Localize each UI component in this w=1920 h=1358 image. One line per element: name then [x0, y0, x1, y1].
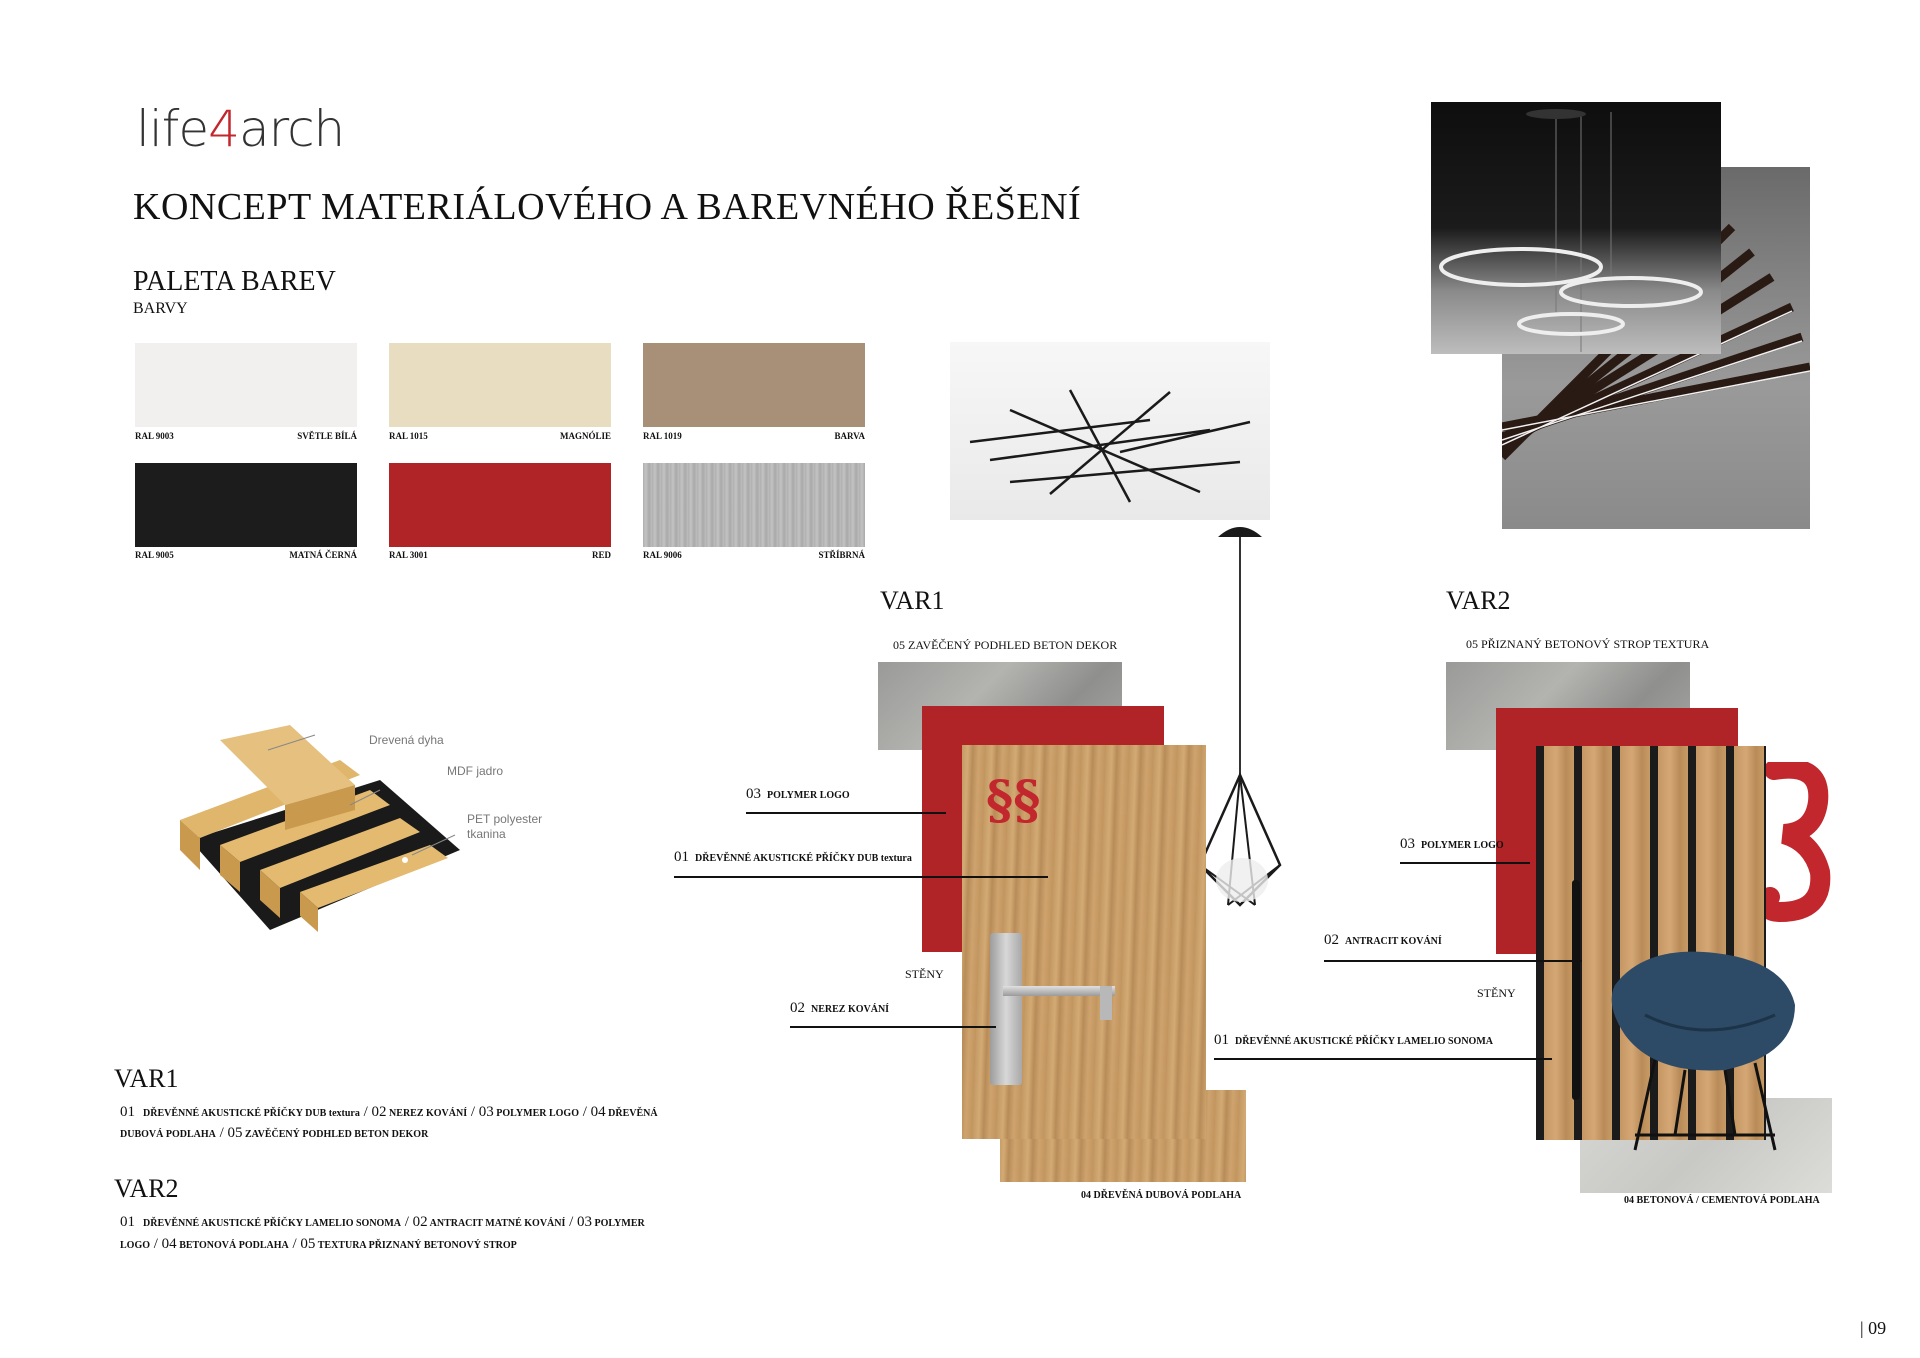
var2-callout-handle-line [1324, 960, 1582, 962]
legend-var2-line2: LOGO / 04 BETONOVÁ PODLAHA / 05 TEXTURA PŘIZNANÝ BETONOVÝ STROP [120, 1236, 517, 1252]
swatch-ral-1019 [643, 343, 865, 427]
page-title: KONCEPT MATERIÁLOVÉHO A BAREVNÉHO ŘEŠENÍ [133, 186, 1082, 228]
acoustic-panel-diagram [180, 720, 480, 950]
swatch-ral-9005 [135, 463, 357, 547]
var2-ceiling-label: 05 PŘIZNANÝ BETONOVÝ STROP TEXTURA [1466, 637, 1710, 651]
brand-four: 4 [208, 100, 239, 158]
var1-callout-logo: 03 POLYMER LOGO [746, 786, 850, 802]
var2-callout-logo-line [1400, 862, 1530, 864]
var2-handle-bar-icon [1572, 880, 1580, 1100]
swatch-label: RAL 1015 MAGNÓLIE [389, 431, 611, 441]
var1-callout-wood: 01 DŘEVĚNNÉ AKUSTICKÉ PŘÍČKY DUB textura [674, 849, 912, 865]
swatch-label: RAL 1019 BARVA [643, 431, 865, 441]
swatch-label: RAL 9003 SVĚTLE BÍLÁ [135, 431, 357, 441]
diagram-label-mdf: MDF jadro [447, 764, 504, 778]
var2-callout-handle: 02 ANTRACIT KOVÁNÍ [1324, 932, 1442, 948]
var2-walls-label: STĚNY [1477, 986, 1516, 1000]
handle-lever-icon [1003, 986, 1115, 996]
swatch-label: RAL 3001 RED [389, 550, 611, 560]
var1-callout-handle: 02 NEREZ KOVÁNÍ [790, 1000, 890, 1016]
var1-callout-logo-line [746, 812, 946, 814]
var1-callout-wood-line [674, 876, 1048, 878]
var2-callout-wood: 01 DŘEVĚNNÉ AKUSTICKÉ PŘÍČKY LAMELIO SONOMA [1214, 1032, 1493, 1048]
var1-heading: VAR1 [880, 586, 945, 615]
var2-floor-label: 04 BETONOVÁ / CEMENTOVÁ PODLAHA [1624, 1195, 1820, 1206]
swatch-label: RAL 9006 STŘÍBRNÁ [643, 550, 865, 560]
var1-walls-label: STĚNY [905, 967, 944, 981]
var1-callout-handle-line [790, 1026, 996, 1028]
legend-var2-line1: 01 DŘEVĚNNÉ AKUSTICKÉ PŘÍČKY LAMELIO SONOMA / 02 ANTRACIT MATNÉ KOVÁNÍ / 03 POLYMER [120, 1214, 645, 1230]
polymer-logo-large [1762, 762, 1832, 922]
diagram-label-fabric: tkanina [467, 827, 506, 841]
var2-heading: VAR2 [1446, 586, 1511, 615]
armchair-photo [1605, 945, 1805, 1160]
lamp-photo-rings [1431, 102, 1721, 354]
swatch-ral-1015 [389, 343, 611, 427]
legend-var1-line1: 01 DŘEVĚNNÉ AKUSTICKÉ PŘÍČKY DUB textura / 02 NEREZ KOVÁNÍ / 03 POLYMER LOGO / 04 DŘEVĚNÁ [120, 1104, 658, 1120]
palette-heading: PALETA BAREV [133, 266, 336, 297]
var1-ceiling-label: 05 ZAVĚČENÝ PODHLED BETON DEKOR [893, 638, 1118, 652]
page-number: | 09 [1860, 1318, 1887, 1338]
diagram-label-pet: PET polyester [467, 812, 543, 826]
diagram-label-veneer: Drevená dyha [369, 733, 444, 747]
swatch-ral-9006 [643, 463, 865, 547]
handle-tip-icon [1100, 986, 1112, 1020]
legend-var2-heading: VAR2 [114, 1174, 179, 1203]
var2-callout-logo: 03 POLYMER LOGO [1400, 836, 1504, 852]
swatch-ral-3001 [389, 463, 611, 547]
legend-var1-heading: VAR1 [114, 1064, 179, 1093]
var1-floor-label: 04 DŘEVĚNÁ DUBOVÁ PODLAHA [1081, 1190, 1242, 1201]
swatch-ral-9003 [135, 343, 357, 427]
var2-callout-wood-line [1214, 1058, 1552, 1060]
swatch-label: RAL 9005 MATNÁ ČERNÁ [135, 550, 357, 560]
brand-logo [136, 100, 344, 158]
legend-var1-line2: DUBOVÁ PODLAHA / 05 ZAVĚČENÝ PODHLED BETON DEKOR [120, 1125, 429, 1141]
polymer-logo-mark: §§ [986, 770, 1041, 831]
handle-plate-icon [990, 933, 1022, 1085]
brand-prefix: life [136, 100, 209, 158]
brand-suffix: arch [238, 100, 345, 158]
lamp-photo-sticks [950, 342, 1270, 520]
palette-subheading: BARVY [133, 300, 188, 317]
